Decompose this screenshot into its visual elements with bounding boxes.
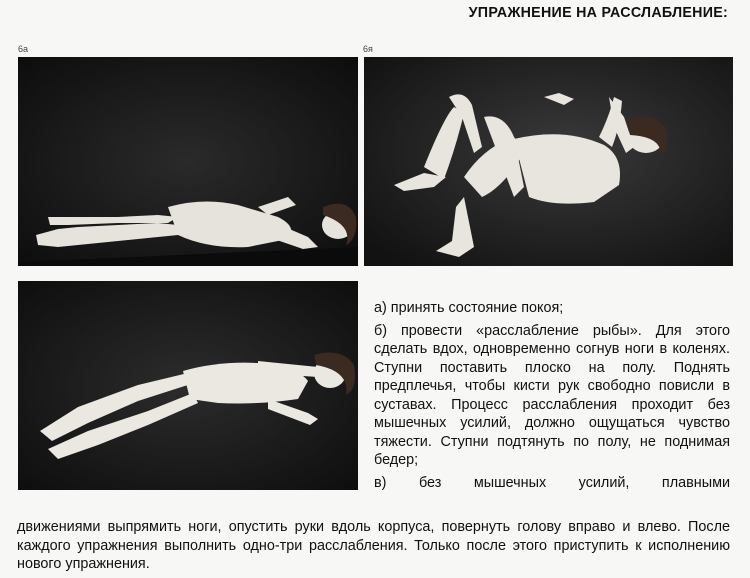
- photo-knees-bent: [364, 57, 733, 266]
- instruction-c-continued: движениями выпрямить ноги, опустить руки вдоль корпуса, повернуть голову вправо и влево. После каждого упражнения выполнить одно-три расслабления. Только после этого приступить к исполнению нового упражнения.: [17, 519, 730, 572]
- photo-legs-straight: [18, 281, 358, 490]
- page-title: УПРАЖНЕНИЕ НА РАССЛАБЛЕНИЕ:: [468, 4, 728, 21]
- instruction-b: б) провести «расслабление рыбы». Для этого сделать вдох, одновременно согнув ноги в коленях. Ступни поставить плоско на полу. Поднять предплечья, чтобы кисти рук свободно повисли в суставах. Процесс расслабления проходит без мышечных усилий, должно ощущаться чувство тяжести. Ступни подтянуть по полу, не поднимая бедер;: [374, 322, 730, 468]
- instructions-block: [374, 299, 730, 492]
- instruction-c-start: в) без мышечных усилий, плавными: [374, 474, 730, 491]
- figure-label-2: 6я: [363, 44, 373, 54]
- photo-lying-flat: [18, 57, 358, 266]
- instruction-a: а) принять состояние покоя;: [374, 300, 564, 316]
- figure-label-1: 6а: [18, 44, 29, 54]
